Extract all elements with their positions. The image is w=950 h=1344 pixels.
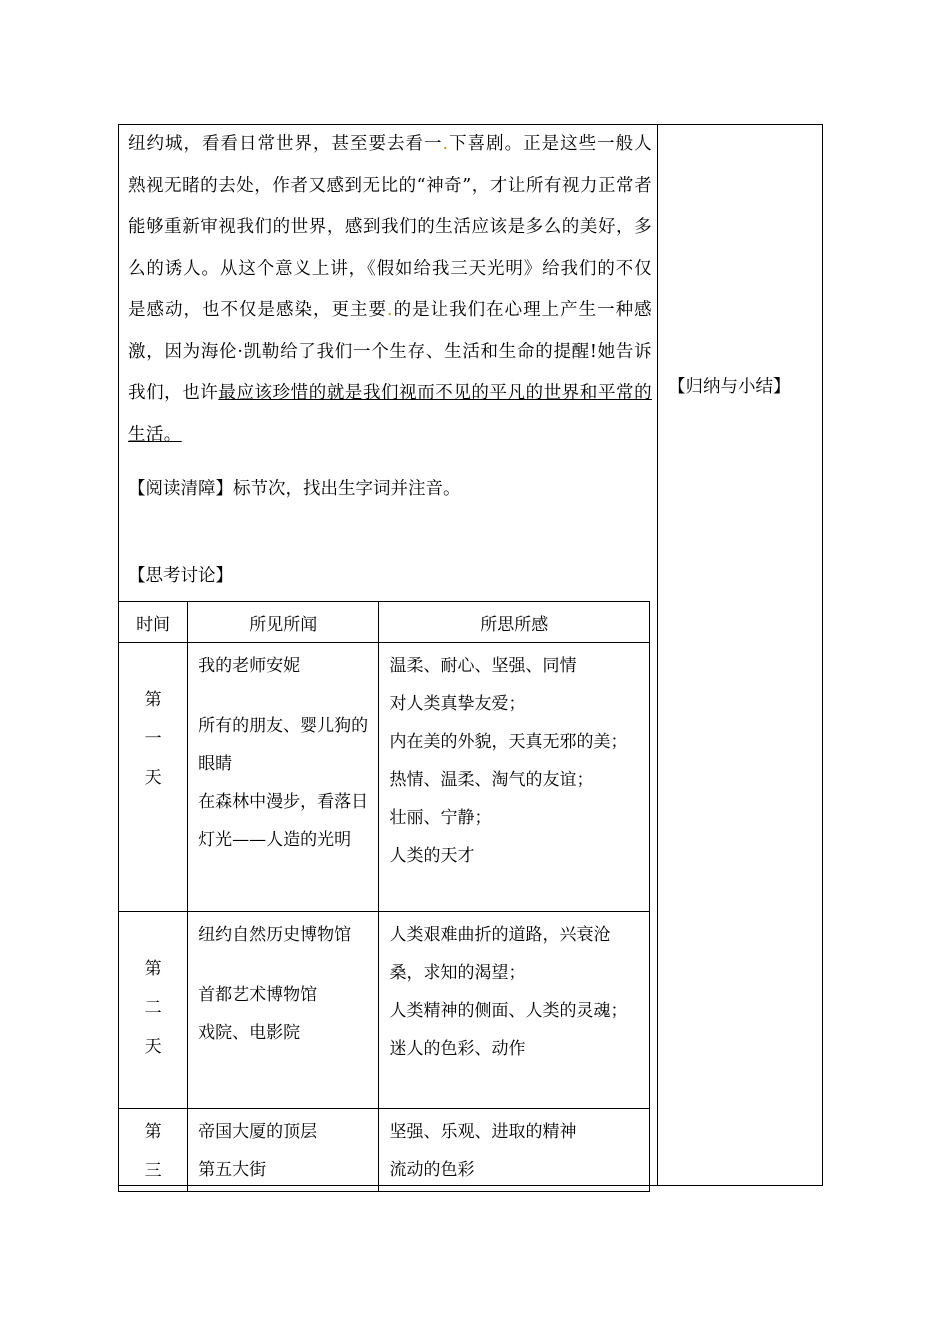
passage-text-2: 下喜剧。正是这些一般人熟视无睹的去处，作者又感到无比的“神奇”，才让所有视力正常者能够重新审视我们的世界，感到我们的生活应该是多么的美好，多么的诱人。从这个意义上讲，《假如给我三天光明》给我们的不仅是感动，也不仅是感染，更主要 (128, 134, 652, 320)
thought-item: 坚强、乐观、进取的精神 (389, 1122, 577, 1142)
seen-item: 帝国大厦的顶层 (198, 1122, 318, 1142)
seen-item: 灯光——人造的光明 (198, 830, 352, 850)
day-cell (119, 643, 188, 912)
seen-item: 第五大街 (198, 1160, 267, 1180)
day-char: 天 (144, 768, 162, 788)
seen-item: 我的老师安妮 (198, 656, 301, 676)
thought-item: 人类的天才 (389, 846, 475, 866)
thought-item: 壮丽、宁静； (389, 808, 492, 828)
seen-cell (188, 912, 379, 1109)
seen-item: 纽约自然历史博物馆 (198, 925, 352, 945)
day-char: 第 (144, 959, 162, 979)
day-char: 二 (144, 998, 162, 1018)
passage-underlined: 最应该珍惜的就是我们视而不见的平凡的世界和平常的生活。 (128, 383, 652, 445)
header-time: 时间 (119, 602, 188, 643)
thought-item: 内在美的外貌，天真无邪的美； (389, 732, 628, 752)
table-row (119, 912, 650, 1109)
passage-mark-1: . (442, 134, 449, 154)
seen-item: 戏院、电影院 (198, 1023, 301, 1043)
seen-item: 所有的朋友、婴儿狗的眼睛 (198, 716, 369, 774)
header-thought: 所思所感 (379, 602, 650, 643)
day-cell (119, 1109, 188, 1192)
seen-cell (188, 643, 379, 912)
thought-item: 流动的色彩 (389, 1160, 475, 1180)
day-char: 三 (144, 1161, 162, 1181)
seen-item: 在森林中漫步，看落日 (198, 792, 369, 812)
table-row (119, 1109, 650, 1192)
column-divider (657, 124, 658, 1186)
thought-item: 人类精神的侧面、人类的灵魂； (389, 1001, 628, 1021)
passage-paragraph (128, 124, 652, 456)
thought-item: 对人类真挚友爱； (389, 694, 526, 714)
thought-item: 人类艰难曲折的道路，兴衰沧桑，求知的渴望； (389, 925, 611, 983)
day-char: 第 (144, 1122, 162, 1142)
header-seen: 所见所闻 (188, 602, 379, 643)
thought-item: 迷人的色彩、动作 (389, 1039, 526, 1059)
thought-item: 温柔、耐心、坚强、同情 (389, 656, 577, 676)
seen-cell (188, 1109, 379, 1192)
seen-item: 首都艺术博物馆 (198, 985, 318, 1005)
passage-text-1: 纽约城，看看日常世界，甚至要去看一 (128, 134, 443, 154)
table-header-row (119, 602, 650, 643)
thought-cell (379, 643, 650, 912)
reading-task: 【阅读清障】标节次，找出生字词并注音。 (128, 479, 461, 499)
discussion-label: 【思考讨论】 (128, 566, 233, 586)
passage-mark-2: . (387, 300, 393, 320)
discussion-table (118, 601, 650, 1192)
passage-text-3: 的是让我们在心理上产生一种感激，因为海伦·凯勒给了我们一个生存、生活和生命的提醒!她告诉我们，也许 (128, 300, 652, 403)
day-cell (119, 912, 188, 1109)
day-char: 第 (144, 690, 162, 710)
table-row (119, 643, 650, 912)
thought-cell (379, 1109, 650, 1192)
day-char: 天 (144, 1037, 162, 1057)
thought-cell (379, 912, 650, 1109)
thought-item: 热情、温柔、淘气的友谊； (389, 770, 594, 790)
day-char: 一 (144, 729, 162, 749)
summary-label: 【归纳与小结】 (668, 377, 791, 397)
